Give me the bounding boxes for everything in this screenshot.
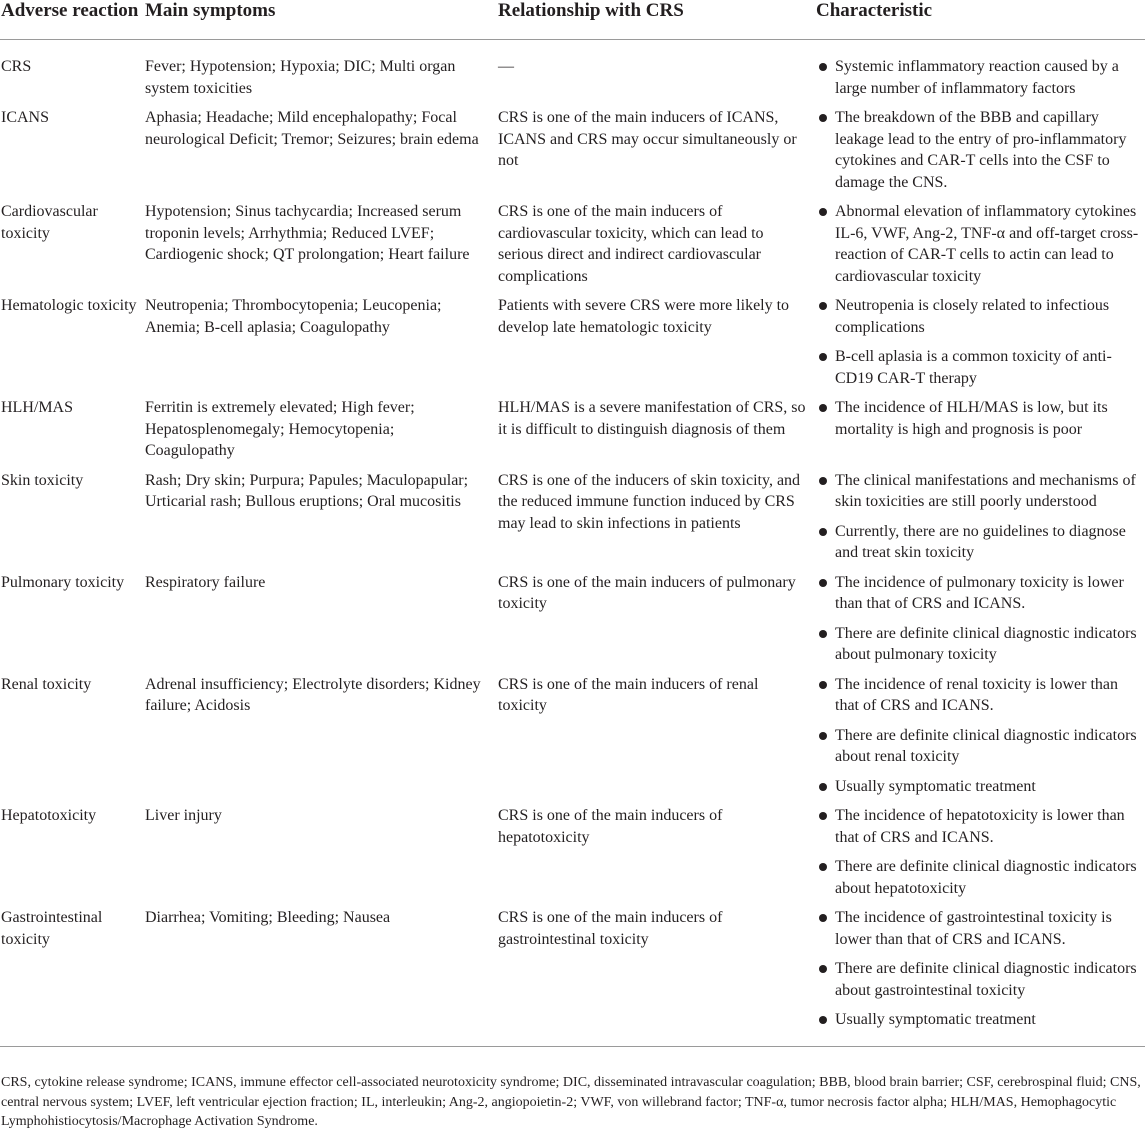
bullet-icon (819, 812, 827, 820)
table-footnote: CRS, cytokine release syndrome; ICANS, immune effector cell-associated neurotoxicity syndrome; DIC, disseminated intravascular coagulation; BBB, blood brain barrier; CSF, cerebrospinal fluid; CNS, central nervous system; LVEF, left ventricular ejection fraction; IL, interleukin; Ang-2, angiopoietin-2; VWF, von willebrand factor; TNF-α, tumor necrosis factor alpha; HLH/MAS, Hemophagocytic Lymphohistiocytosis/Macrophage Activation Syndrome. (1, 1075, 1141, 1129)
bullet-icon (819, 1016, 827, 1024)
characteristic-list (816, 572, 1145, 666)
cell-main-symptoms: Fever; Hypotension; Hypoxia; DIC; Multi organ system toxicities (145, 58, 456, 97)
characteristic-text: Neutropenia is closely related to infectious complications (835, 297, 1110, 336)
characteristic-item (816, 958, 1145, 1001)
cell-main-symptoms: Ferritin is extremely elevated; High fever; Hepatosplenomegaly; Hemocytopenia; Coagulopathy (145, 399, 415, 459)
bullet-icon (819, 528, 827, 536)
table-row (0, 99, 1145, 193)
characteristic-text: Usually symptomatic treatment (835, 777, 1036, 795)
characteristic-item (816, 201, 1145, 287)
table-row (0, 564, 1145, 666)
characteristic-text: B-cell aplasia is a common toxicity of anti-CD19 CAR-T therapy (835, 348, 1112, 387)
bullet-icon (819, 353, 827, 361)
cell-adverse-reaction: Pulmonary toxicity (1, 573, 125, 591)
characteristic-item (816, 107, 1145, 193)
characteristic-item (816, 572, 1145, 615)
characteristic-text: There are definite clinical diagnostic indicators about hepatotoxicity (835, 858, 1137, 897)
characteristic-text: Abnormal elevation of inflammatory cytokines IL-6, VWF, Ang-2, TNF-α and off-target cross-reaction of CAR-T cells to actin can lead to cardiovascular toxicity (835, 203, 1139, 285)
cell-adverse-reaction: Hematologic toxicity (1, 297, 137, 314)
cell-adverse-reaction: HLH/MAS (1, 399, 74, 416)
cell-main-symptoms: Diarrhea; Vomiting; Bleeding; Nausea (145, 899, 498, 1046)
characteristic-text: Usually symptomatic treatment (835, 1011, 1036, 1028)
characteristic-text: The incidence of hepatotoxicity is lower than that of CRS and ICANS. (835, 807, 1125, 846)
cell-relationship-with-crs: CRS is one of the inducers of skin toxicity, and the reduced immune function induced by CRS may lead to skin infections in patients (498, 471, 801, 532)
cell-relationship-with-crs: CRS is one of the main inducers of hepatotoxicity (498, 807, 723, 846)
characteristic-item (816, 521, 1145, 564)
characteristic-item (816, 623, 1145, 666)
characteristic-item (816, 776, 1145, 798)
characteristic-list (816, 107, 1145, 193)
table-row (0, 899, 1145, 1046)
cell-relationship-with-crs: CRS is one of the main inducers of pulmonary toxicity (498, 573, 796, 612)
characteristic-item (816, 674, 1145, 717)
characteristic-item (816, 1009, 1145, 1031)
cell-characteristic (816, 666, 1145, 798)
cell-adverse-reaction: Skin toxicity (1, 471, 84, 489)
bullet-icon (819, 208, 827, 216)
header-main-symptoms: Main symptoms (145, 0, 498, 40)
header-adverse-reaction: Adverse reaction (0, 0, 145, 40)
table-row (0, 193, 1145, 287)
table-row (0, 666, 1145, 798)
characteristic-text: Systemic inflammatory reaction caused by a large number of inflammatory factors (835, 58, 1119, 97)
cell-relationship-with-crs: CRS is one of the main inducers of renal toxicity (498, 675, 759, 714)
table-header (0, 0, 1145, 40)
cell-characteristic (816, 99, 1145, 193)
characteristic-text: The incidence of pulmonary toxicity is lower than that of CRS and ICANS. (835, 573, 1124, 612)
cell-characteristic (816, 287, 1145, 389)
cell-main-symptoms: Aphasia; Headache; Mild encephalopathy; Focal neurological Deficit; Tremor; Seizures; brain edema (145, 109, 479, 148)
bullet-icon (819, 404, 827, 412)
cell-adverse-reaction: Renal toxicity (1, 675, 92, 693)
cell-characteristic (816, 40, 1145, 100)
cell-characteristic (816, 462, 1145, 564)
table-row (0, 40, 1145, 100)
cell-main-symptoms: Hypotension; Sinus tachycardia; Increased serum troponin levels; Arrhythmia; Reduced LVEF; Cardiogenic shock; QT prolongation; Heart failure (145, 203, 470, 263)
characteristic-text: There are definite clinical diagnostic indicators about renal toxicity (835, 726, 1137, 765)
cell-adverse-reaction: Hepatotoxicity (1, 807, 97, 824)
cell-characteristic (816, 564, 1145, 666)
cell-main-symptoms: Adrenal insufficiency; Electrolyte disorders; Kidney failure; Acidosis (145, 675, 481, 714)
characteristic-item (816, 856, 1145, 899)
cell-adverse-reaction: CRS (1, 58, 32, 75)
cell-relationship-with-crs: Patients with severe CRS were more likely to develop late hematologic toxicity (498, 297, 790, 336)
characteristic-item (816, 805, 1145, 848)
bullet-icon (819, 732, 827, 740)
characteristic-text: The breakdown of the BBB and capillary leakage lead to the entry of pro-inflammatory cytokines and CAR-T cells into the CSF to damage the CNS. (835, 109, 1127, 191)
cell-main-symptoms: Neutropenia; Thrombocytopenia; Leucopenia; Anemia; B-cell aplasia; Coagulopathy (145, 297, 442, 336)
cell-main-symptoms: Rash; Dry skin; Purpura; Papules; Maculopapular; Urticarial rash; Bullous eruptions; Oral mucositis (145, 471, 469, 510)
characteristic-list (816, 201, 1145, 287)
characteristic-text: There are definite clinical diagnostic indicators about pulmonary toxicity (835, 624, 1137, 663)
characteristic-text: The incidence of gastrointestinal toxicity is lower than that of CRS and ICANS. (835, 909, 1112, 948)
bullet-icon (819, 579, 827, 587)
characteristic-list (816, 907, 1145, 1031)
bullet-icon (819, 783, 827, 791)
cell-main-symptoms: Liver injury (145, 807, 222, 824)
cell-characteristic (816, 797, 1145, 899)
header-row (0, 0, 1145, 40)
characteristic-item (816, 470, 1145, 513)
bullet-icon (819, 863, 827, 871)
characteristic-text: The clinical manifestations and mechanisms of skin toxicities are still poorly understood (835, 471, 1136, 510)
table-row (0, 462, 1145, 564)
characteristic-list (816, 805, 1145, 899)
cell-adverse-reaction: Gastrointestinal toxicity (0, 899, 145, 1046)
cell-relationship-with-crs: CRS is one of the main inducers of ICANS, ICANS and CRS may occur simultaneously or not (498, 109, 797, 169)
cell-relationship-with-crs: CRS is one of the main inducers of gastrointestinal toxicity (498, 899, 816, 1046)
cell-relationship-with-crs: HLH/MAS is a severe manifestation of CRS, so it is difficult to distinguish diagnosis of them (498, 399, 806, 438)
table-row (0, 797, 1145, 899)
cell-characteristic (816, 389, 1145, 462)
cell-adverse-reaction: ICANS (1, 109, 50, 126)
cell-relationship-with-crs: CRS is one of the main inducers of cardiovascular toxicity, which can lead to serious direct and indirect cardiovascular complications (498, 203, 764, 285)
characteristic-list (816, 397, 1145, 440)
characteristic-list (816, 674, 1145, 798)
characteristic-list (816, 56, 1145, 99)
bullet-icon (819, 965, 827, 973)
characteristic-item (816, 725, 1145, 768)
cell-characteristic (816, 193, 1145, 287)
header-relationship-with-crs: Relationship with CRS (498, 0, 816, 40)
cell-characteristic (816, 899, 1145, 1046)
table-row (0, 389, 1145, 462)
characteristic-text: There are definite clinical diagnostic indicators about gastrointestinal toxicity (835, 960, 1137, 999)
characteristic-item (816, 346, 1145, 389)
characteristic-text: The incidence of HLH/MAS is low, but its mortality is high and prognosis is poor (835, 399, 1108, 438)
characteristic-list (816, 470, 1145, 564)
cell-relationship-with-crs: — (498, 58, 514, 75)
header-characteristic: Characteristic (816, 0, 1145, 40)
characteristic-item (816, 56, 1145, 99)
characteristic-item (816, 907, 1145, 950)
bullet-icon (819, 914, 827, 922)
cell-adverse-reaction: Cardiovascular toxicity (1, 203, 98, 242)
characteristic-list (816, 295, 1145, 389)
characteristic-text: The incidence of renal toxicity is lower than that of CRS and ICANS. (835, 675, 1119, 714)
bullet-icon (819, 63, 827, 71)
bullet-icon (819, 477, 827, 485)
characteristic-item (816, 397, 1145, 440)
bullet-icon (819, 681, 827, 689)
characteristic-item (816, 295, 1145, 338)
bullet-icon (819, 630, 827, 638)
table-body (0, 40, 1145, 1047)
bullet-icon (819, 114, 827, 122)
cell-main-symptoms: Respiratory failure (145, 573, 266, 591)
bullet-icon (819, 302, 827, 310)
characteristic-text: Currently, there are no guidelines to diagnose and treat skin toxicity (835, 522, 1126, 561)
table-row (0, 287, 1145, 389)
